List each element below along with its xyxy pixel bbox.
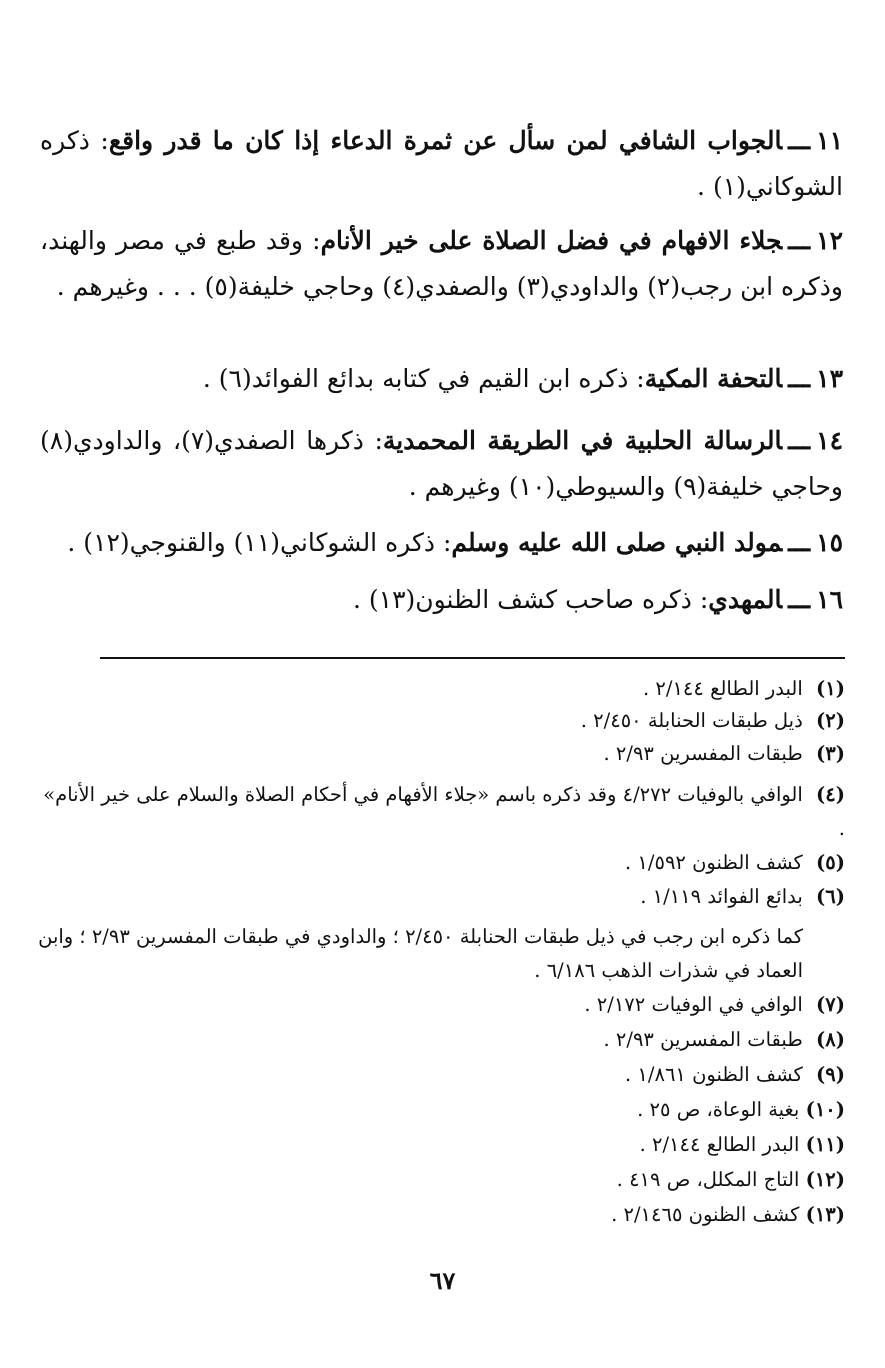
footnote-6 (36, 880, 845, 914)
entry-dash: ـــ (788, 585, 811, 614)
footnote-text: كما ذكره ابن رجب في ذيل طبقات الحنابلة ٢/٤٥٠ ؛ والداودي في طبقات المفسرين ٢/٩٣ ؛ وابن العماد في شذرات الذهب ٦/١٨٦ . (38, 925, 803, 982)
footnote-label: (٨) (816, 1028, 845, 1051)
entry-title: الرسالة الحلبية في الطريقة المحمدية (382, 426, 783, 455)
footnote-text: ذيل طبقات الحنابلة ٢/٤٥٠ . (580, 709, 803, 732)
footnote-text: التاج المكلل، ص ٤١٩ . (616, 1168, 800, 1191)
footnote-1 (36, 672, 845, 706)
footnote-8 (36, 1023, 845, 1057)
entry-dash: ـــ (788, 364, 811, 393)
entry-16 (40, 577, 843, 623)
footnote-label: (٩) (816, 1063, 845, 1086)
footnote-label: (٦) (816, 885, 845, 908)
entry-dash: ـــ (788, 226, 811, 255)
entry-title: جلاء الافهام في فضل الصلاة على خير الأنام (320, 226, 783, 255)
entry-title: مولد النبي صلى الله عليه وسلم (451, 528, 783, 557)
footnote-label: (٢) (816, 709, 845, 732)
entry-title: المهدي (708, 585, 783, 614)
footnote-3 (36, 737, 845, 771)
footnote-text: البدر الطالع ٢/١٤٤ . (643, 677, 803, 700)
footnote-text: البدر الطالع ٢/١٤٤ . (639, 1133, 800, 1156)
entry-14 (40, 418, 843, 510)
footnote-text: الوافي بالوفيات ٤/٢٧٢ وقد ذكره باسم «جلاء الأفهام في أحكام الصلاة والسلام على خير الأنام» . (43, 783, 845, 840)
footnote-13 (36, 1198, 845, 1232)
footnote-text: كشف الظنون ٢/١٤٦٥ . (611, 1203, 800, 1226)
footnote-text: الوافي في الوفيات ٢/١٧٢ . (584, 993, 803, 1016)
footnote-text: كشف الظنون ١/٨٦١ . (625, 1063, 803, 1086)
entry-13 (40, 356, 843, 402)
entry-body: : ذكره صاحب كشف الظنون(١٣) . (353, 585, 709, 614)
page-number: ٦٧ (429, 1266, 456, 1295)
footnote-2 (36, 704, 845, 738)
footnote-text: طبقات المفسرين ٢/٩٣ . (603, 742, 803, 765)
footnote-11 (36, 1128, 845, 1162)
footnote-10 (36, 1093, 845, 1127)
footnote-separator (100, 657, 845, 659)
entry-number: ١١ (816, 126, 843, 155)
footnote-12 (36, 1163, 845, 1197)
footnote-label: (١١) (805, 1133, 845, 1156)
footnote-label: (١٢) (805, 1168, 845, 1191)
entry-body: : ذكره ابن القيم في كتابه بدائع الفوائد(٦) . (202, 364, 645, 393)
entry-number: ١٥ (816, 528, 843, 557)
footnote-4 (36, 778, 845, 846)
footnote-text: طبقات المفسرين ٢/٩٣ . (603, 1028, 803, 1051)
footnote-5 (36, 846, 845, 880)
entry-number: ١٣ (816, 364, 843, 393)
entry-number: ١٤ (816, 426, 843, 455)
entry-number: ١٢ (816, 226, 843, 255)
footnote-text: كشف الظنون ١/٥٩٢ . (625, 851, 803, 874)
footnote-9 (36, 1058, 845, 1092)
footnote-text: بدائع الفوائد ١/١١٩ . (640, 885, 803, 908)
footnote-label: (١) (816, 677, 845, 700)
footnote-text: بغية الوعاة، ص ٢٥ . (637, 1098, 800, 1121)
entry-15 (40, 520, 843, 566)
entry-body: : ذكره الشوكاني(١١) والقنوجي(١٢) . (67, 528, 452, 557)
entry-body: : وقد طبع في مصر والهند، وذكره ابن رجب(٢) والداودي(٣) والصفدي(٤) وحاجي خليفة(٥) . . . وغيرهم . (40, 226, 843, 301)
entry-dash: ـــ (788, 426, 811, 455)
footnote-label: (١٠) (805, 1098, 845, 1121)
entry-12 (40, 218, 843, 310)
footnote-6-continuation (36, 920, 803, 988)
footnote-label: (٤) (816, 783, 845, 806)
entry-title: التحفة المكية (644, 364, 783, 393)
entry-dash: ـــ (788, 528, 811, 557)
entry-dash: ـــ (788, 126, 811, 155)
footnote-label: (١٣) (805, 1203, 845, 1226)
footnote-label: (٧) (816, 993, 845, 1016)
footnote-label: (٥) (816, 851, 845, 874)
entry-number: ١٦ (816, 585, 843, 614)
footnote-7 (36, 988, 845, 1022)
entry-body: : ذكره الشوكاني(١) . (40, 126, 843, 201)
entry-title: الجواب الشافي لمن سأل عن ثمرة الدعاء إذا كان ما قدر واقع (108, 126, 783, 155)
entry-11 (40, 118, 843, 210)
entry-body: : ذكرها الصفدي(٧)، والداودي(٨) وحاجي خليفة(٩) والسيوطي(١٠) وغيرهم . (40, 426, 843, 501)
footnote-label: (٣) (816, 742, 845, 765)
